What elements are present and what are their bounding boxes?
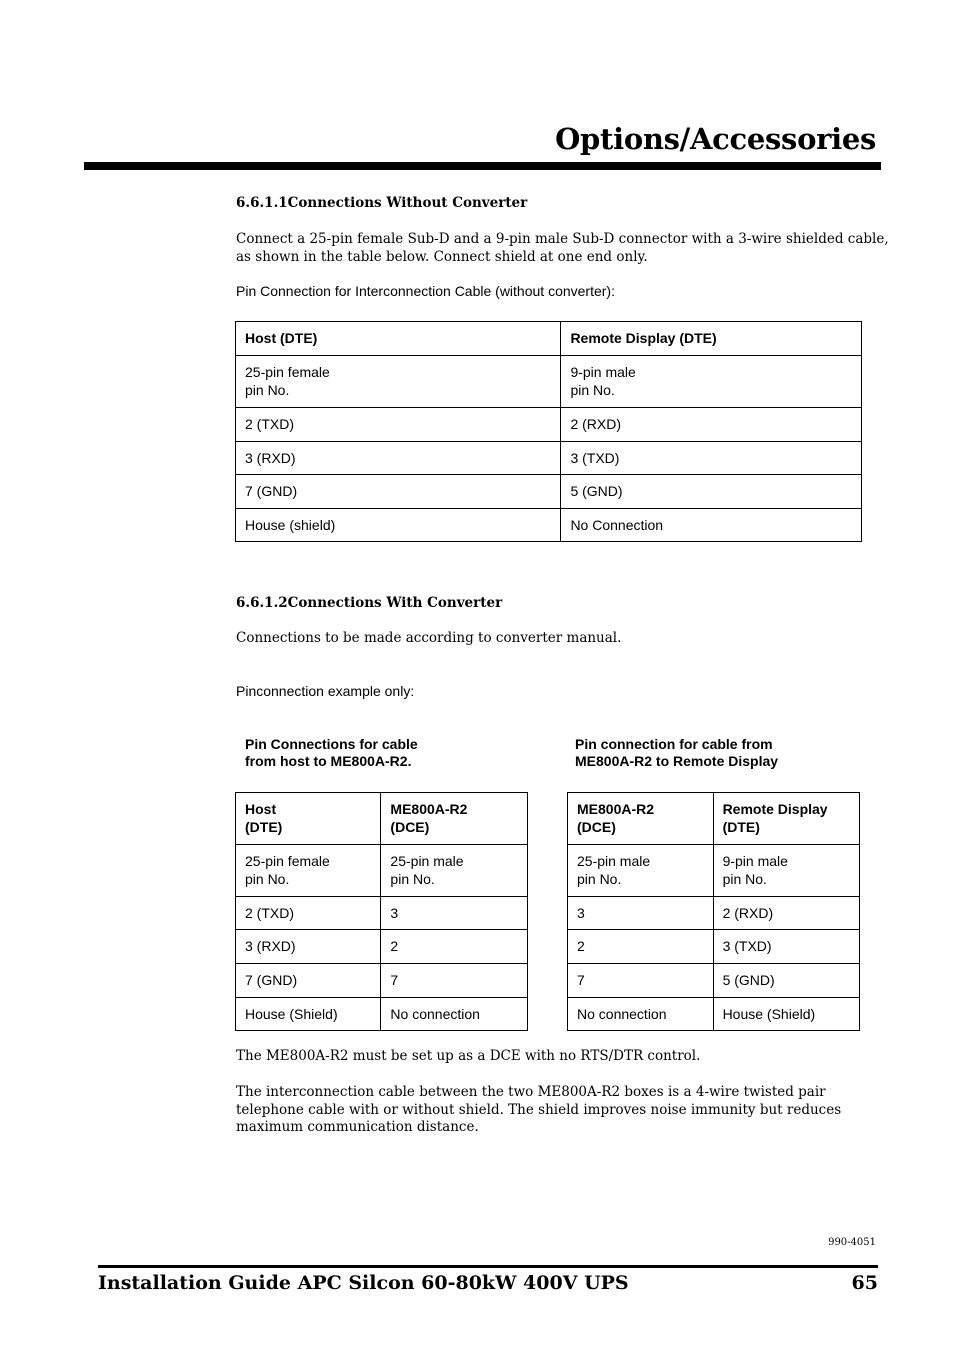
guide-title: Installation Guide APC Silcon 60-80kW 400V UPS [98, 1272, 629, 1294]
table-cell: 3 (RXD) [236, 930, 381, 964]
table-cell: 25-pin female pin No. [236, 356, 561, 408]
table-cell: 25-pin male pin No. [568, 845, 714, 897]
table-row [236, 845, 528, 897]
table-cell: 25-pin male pin No. [381, 845, 528, 897]
table-cell: 2 (RXD) [713, 897, 859, 930]
footer-rule [98, 1265, 878, 1268]
intro-line-2: as shown in the table below. Connect shield at one end only. [236, 248, 648, 265]
page-number: 65 [851, 1272, 878, 1294]
table-cell: House (Shield) [713, 998, 859, 1031]
pin-table-without-converter [235, 321, 862, 542]
table-caption: Pin Connection for Interconnection Cable (without converter): [236, 283, 615, 299]
right-table-caption: Pin connection for cable from ME800A-R2 to Remote Display [575, 736, 779, 769]
page-footer [98, 1272, 878, 1294]
table-row [568, 964, 860, 998]
table-header-row [236, 793, 528, 845]
table-cell: 5 (GND) [713, 964, 859, 998]
table-row [236, 442, 862, 475]
header-cell: Remote Display (DTE) [713, 793, 859, 845]
header-rule [84, 162, 881, 170]
header-cell: Host (DTE) [236, 793, 381, 845]
page-title: Options/Accessories [555, 122, 876, 156]
example-note: Pinconnection example only: [236, 683, 415, 699]
table-cell: 5 (GND) [561, 475, 862, 509]
table-row [568, 998, 860, 1031]
table-cell: 2 (TXD) [236, 408, 561, 442]
header-cell: Remote Display (DTE) [561, 322, 862, 356]
table-cell: 7 (GND) [236, 475, 561, 509]
table-cell: House (shield) [236, 509, 561, 542]
table-header-row [568, 793, 860, 845]
table-cell: 9-pin male pin No. [713, 845, 859, 897]
table-cell: 2 (RXD) [561, 408, 862, 442]
header-cell: ME800A-R2 (DCE) [568, 793, 714, 845]
table-row [236, 998, 528, 1031]
table-cell: No Connection [561, 509, 862, 542]
table-cell: 7 (GND) [236, 964, 381, 998]
table-row [236, 509, 862, 542]
table-row [236, 408, 862, 442]
converter-intro: Connections to be made according to converter manual. [236, 630, 622, 646]
table-cell: 7 [568, 964, 714, 998]
table-cell: No connection [381, 998, 528, 1031]
intro-line-1: Connect a 25-pin female Sub-D and a 9-pin male Sub-D connector with a 3-wire shielded cable, [236, 231, 889, 247]
table-row [568, 897, 860, 930]
table-cell: 2 (TXD) [236, 897, 381, 930]
table-header-row [236, 322, 862, 356]
table-cell: 9-pin male pin No. [561, 356, 862, 408]
pin-table-converter-to-display [567, 792, 860, 1031]
table-row [236, 964, 528, 998]
table-cell: House (Shield) [236, 998, 381, 1031]
table-cell: 2 [381, 930, 528, 964]
table-row [236, 930, 528, 964]
table-row [568, 845, 860, 897]
table-cell: 3 (TXD) [561, 442, 862, 475]
table-row [236, 475, 862, 509]
table-cell: 3 [568, 897, 714, 930]
intro-paragraph [236, 231, 889, 266]
section-heading-with-converter: 6.6.1.2Connections With Converter [236, 595, 503, 611]
table-cell: No connection [568, 998, 714, 1031]
table-cell: 3 (TXD) [713, 930, 859, 964]
table-row [236, 897, 528, 930]
dce-setup-note: The ME800A-R2 must be set up as a DCE with no RTS/DTR control. [236, 1048, 701, 1064]
table-cell: 3 (RXD) [236, 442, 561, 475]
header-cell: ME800A-R2 (DCE) [381, 793, 528, 845]
table-cell: 25-pin female pin No. [236, 845, 381, 897]
document-number: 990-4051 [828, 1237, 876, 1248]
pin-table-host-to-converter [235, 792, 528, 1031]
table-cell: 3 [381, 897, 528, 930]
table-row [236, 356, 862, 408]
table-cell: 7 [381, 964, 528, 998]
header-cell: Host (DTE) [236, 322, 561, 356]
left-table-caption: Pin Connections for cable from host to ME800A-R2. [245, 736, 418, 769]
cable-note: The interconnection cable between the two ME800A-R2 boxes is a 4-wire twisted pair telephone cable with or without shield. The shield improves noise immunity but reduces maximum communication distance. [236, 1084, 842, 1135]
section-heading-without-converter: 6.6.1.1Connections Without Converter [236, 195, 528, 211]
table-row [568, 930, 860, 964]
table-cell: 2 [568, 930, 714, 964]
